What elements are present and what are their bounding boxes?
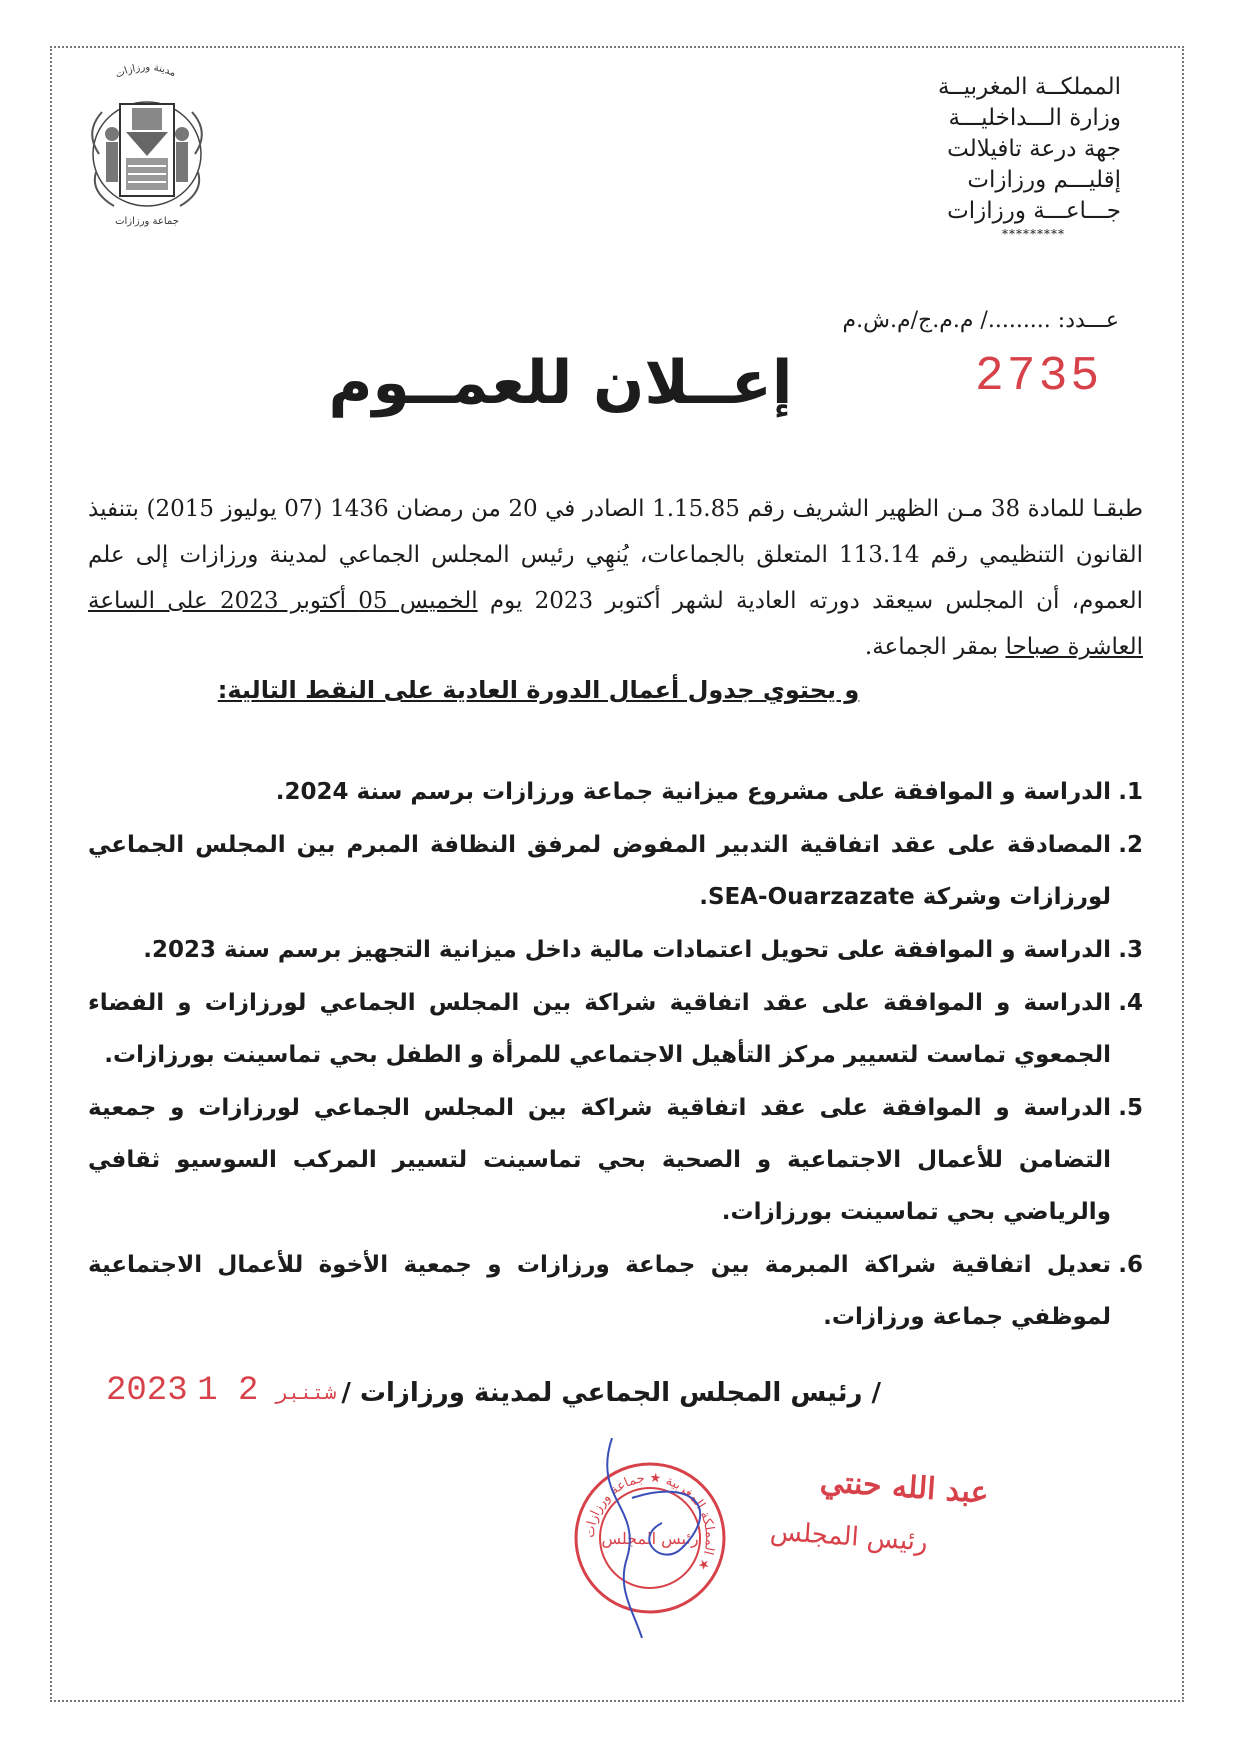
agenda-item-text: الدراسة و الموافقة على تحويل اعتمادات مالية داخل ميزانية التجهيز برسم سنة 2023. xyxy=(143,937,1111,963)
intro-paragraph xyxy=(88,486,1143,670)
page-title xyxy=(0,348,1241,418)
agenda-item-number: 5. xyxy=(1118,1095,1143,1121)
date-stamp-month: شتنبر xyxy=(276,1383,337,1406)
agenda-item-number: 3. xyxy=(1118,937,1143,963)
agenda-item-number: 6. xyxy=(1118,1252,1143,1278)
intro-meeting-datetime: الخميس 05 أكتوبر 2023 على الساعة العاشرة صباحا xyxy=(88,588,1143,660)
agenda-item-number: 2. xyxy=(1118,832,1143,858)
svg-text:جماعة ورزازات: جماعة ورزازات xyxy=(115,216,179,227)
header-line-province: إقليـــم ورزازات xyxy=(967,167,1121,193)
agenda-list xyxy=(88,766,1143,1344)
svg-text:المملكة المغربية ★ جماعة ورزاز: المملكة المغربية ★ جماعة ورزازات ★ xyxy=(582,1470,718,1573)
agenda-item-number: 1. xyxy=(1118,779,1143,805)
agenda-item xyxy=(88,819,1143,923)
date-stamp-year: 2023 xyxy=(106,1372,188,1410)
svg-text:رئيس المجلس: رئيس المجلس xyxy=(601,1529,699,1548)
agenda-item xyxy=(88,766,1143,818)
reference-stamp-number: 2735 xyxy=(975,350,1103,404)
agenda-item xyxy=(88,977,1143,1081)
agenda-item-number: 4. xyxy=(1118,990,1143,1016)
date-stamp xyxy=(106,1372,344,1410)
coat-of-arms-icon xyxy=(74,62,220,230)
header-line-kingdom: المملكــة المغربيــة xyxy=(937,74,1121,100)
emblem xyxy=(74,62,220,230)
agenda-item xyxy=(88,1082,1143,1238)
agenda-heading xyxy=(0,676,1241,704)
agenda-item-text: الدراسة و الموافقة على مشروع ميزانية جماعة ورزازات برسم سنة 2024. xyxy=(275,779,1111,805)
reference-label: عـــدد: ........./ م.م.ج/م.ش.م xyxy=(842,308,1119,333)
page-title-text: إعــلان للعمــوم xyxy=(328,348,793,418)
header-stars: ********* xyxy=(1002,227,1065,241)
header-line-ministry: وزارة الـــداخليـــة xyxy=(948,105,1121,131)
intro-text-1: طبقـا للمادة 38 مـن الظهير الشريف رقم 1.15.85 الصادر في 20 من رمضان 1436 (07 يوليوز 2015) بتنفيذ القانون التنظيمي رقم 113.14 المتعلق بالجماعات، يُنهِي رئيس المجلس الجماعي لمدينة ورزازات إلى علم العموم، أن المجلس سيعقد دورته العادية لشهر أكتوبر 2023 يوم xyxy=(88,496,1143,614)
agenda-item xyxy=(88,1239,1143,1343)
header-line-commune: جـــاعـــة ورزازات xyxy=(947,198,1121,224)
date-stamp-day: 2 1 xyxy=(197,1372,259,1410)
seal-signatory-role: رئيس المجلس xyxy=(769,1516,929,1558)
ministry-header xyxy=(911,72,1121,241)
seal-signatory-name: عبد الله حنتي xyxy=(818,1464,990,1511)
agenda-item xyxy=(88,924,1143,976)
svg-text:مدينة ورزازات: مدينة ورزازات xyxy=(113,62,178,81)
agenda-item-text: الدراسة و الموافقة على عقد اتفاقية شراكة بين المجلس الجماعي لورزازات و الفضاء الجمعوي تماست لتسيير مركز التأهيل الاجتماعي للمرأة و الطفل بحي تماسينت بورزازات. xyxy=(88,990,1111,1068)
agenda-item-text: الدراسة و الموافقة على عقد اتفاقية شراكة بين المجلس الجماعي لورزازات و جمعية التضامن للأعمال الاجتماعية و الصحية بحي تماسينت لتسيير المركب السوسيو ثقافي والرياضي بحي تماسينت بورزازات. xyxy=(88,1095,1111,1225)
agenda-item-text: المصادقة على عقد اتفاقية التدبير المفوض لمرفق النظافة المبرم بين المجلس الجماعي لورزازات وشركة SEA-Ouarzazate. xyxy=(88,832,1111,910)
signature-title: / رئيس المجلس الجماعي لمدينة ورزازات / xyxy=(341,1378,881,1408)
intro-text-2: بمقر الجماعة. xyxy=(864,634,1006,660)
header-line-region: جهة درعة تافيلالت xyxy=(947,136,1121,162)
agenda-item-text: تعديل اتفاقية شراكة المبرمة بين جماعة ورزازات و جمعية الأخوة للأعمال الاجتماعية لموظفي جماعة ورزازات. xyxy=(88,1252,1111,1330)
agenda-heading-text: و يحتوي جدول أعمال الدورة العادية على النقط التالية: xyxy=(217,676,860,704)
